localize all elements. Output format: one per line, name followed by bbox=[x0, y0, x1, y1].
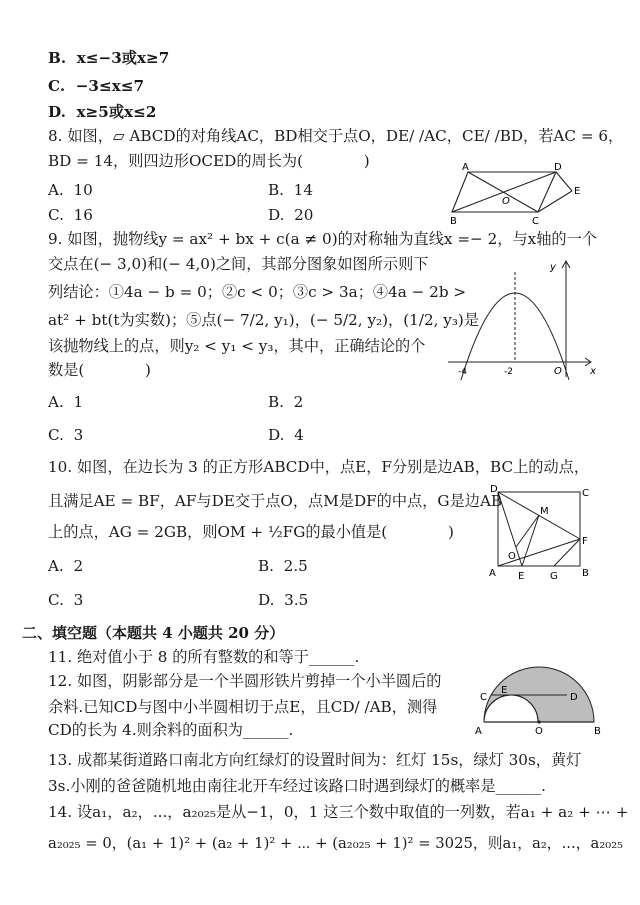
center-point-o bbox=[537, 720, 540, 723]
label-g: G bbox=[550, 571, 558, 582]
label-e: E bbox=[518, 571, 525, 582]
q10-line2: 且满足AE = BF，AF与DE交于点O，点M是DF的中点，G是边AB bbox=[48, 492, 503, 510]
q9-option-b: B. 2 bbox=[268, 393, 304, 411]
q10-square-figure bbox=[488, 484, 592, 582]
label-a: A bbox=[475, 726, 482, 736]
segment-em bbox=[522, 515, 539, 566]
q9-line5: 该抛物线上的点，则y₂ < y₁ < y₃，其中，正确结论的个 bbox=[48, 337, 426, 355]
q12-line1: 12. 如图，阴影部分是一个半圆形铁片剪掉一个小半圆后的 bbox=[48, 672, 442, 690]
label-b: B bbox=[594, 726, 601, 736]
label-o: O bbox=[502, 196, 510, 207]
q10-option-c: C. 3 bbox=[48, 591, 84, 609]
q10-option-d: D. 3.5 bbox=[258, 591, 309, 609]
q12-line2: 余料.已知CD与图中小半圆相切于点E，且CD/ /AB，测得 bbox=[48, 698, 438, 716]
q10-option-a: A. 2 bbox=[48, 557, 84, 575]
q14-line1: 14. 设a₁，a₂，...，a₂₀₂₅是从−1，0，1 这三个数中取值的一列数，若a₁ + a₂ + ⋯ + bbox=[48, 803, 629, 821]
q13-line2: 3s.小刚的爸爸随机地由南往北开车经过该路口时遇到绿灯的概率是______. bbox=[48, 777, 546, 795]
label-e: E bbox=[501, 685, 508, 696]
parabola-curve bbox=[461, 293, 569, 380]
label-o: O bbox=[508, 551, 516, 562]
q8-parallelogram-figure bbox=[450, 160, 590, 228]
label-d: D bbox=[490, 484, 498, 495]
q8-line2: BD = 14，则四边形OCED的周长为( ) bbox=[48, 152, 370, 170]
q8-option-d: D. 20 bbox=[268, 206, 314, 224]
q8-line1: 8. 如图，▱ ABCD的对角线AC，BD相交于点O，DE/ /AC，CE/ /BD，若AC = 6， bbox=[48, 127, 624, 145]
q8-option-b: B. 14 bbox=[268, 181, 313, 199]
option-b-prev: B. x≤−3或x≥7 bbox=[48, 49, 170, 67]
segment-de bbox=[556, 172, 572, 191]
label-y: y bbox=[550, 262, 556, 273]
q13-line1: 13. 成都某街道路口南北方向红绿灯的设置时间为：红灯 15s，绿灯 30s，黄灯 bbox=[48, 751, 582, 769]
q9-line6: 数是( ) bbox=[48, 361, 151, 379]
section-title-fill-in: 二、填空题（本题共 4 小题共 20 分） bbox=[22, 624, 285, 642]
label-c: C bbox=[480, 692, 487, 703]
label-d: D bbox=[554, 162, 562, 173]
label-b: B bbox=[450, 216, 457, 227]
q9-line4: at² + bt(t为实数)；⑤点(− 7/2, y₁)，(− 5/2, y₂)，(1/2, y₃)是 bbox=[48, 311, 480, 329]
q9-line3: 列结论：①4a − b = 0；②c < 0；③c > 3a；④4a − 2b > bbox=[48, 283, 467, 301]
q9-option-d: D. 4 bbox=[268, 426, 304, 444]
tick-minus-4: -4 bbox=[458, 367, 467, 377]
tick-minus-2: -2 bbox=[504, 367, 513, 377]
segment-om bbox=[516, 515, 539, 547]
label-c: C bbox=[532, 216, 539, 227]
q10-line3: 上的点，AG = 2GB，则OM + ½FG的最小值是( ) bbox=[48, 523, 454, 541]
option-d-prev: D. x≥5或x≤2 bbox=[48, 103, 157, 121]
label-b: B bbox=[582, 568, 589, 579]
label-a: A bbox=[462, 162, 469, 173]
label-x: x bbox=[590, 366, 596, 377]
q9-option-c: C. 3 bbox=[48, 426, 84, 444]
option-c-prev: C. −3≤x≤7 bbox=[48, 77, 145, 95]
q9-line2: 交点在(− 3,0)和(− 4,0)之间，其部分图象如图所示则下 bbox=[48, 255, 429, 273]
q8-option-c: C. 16 bbox=[48, 206, 93, 224]
q9-option-a: A. 1 bbox=[48, 393, 84, 411]
q9-parabola-figure bbox=[446, 258, 596, 380]
q9-line1: 9. 如图，抛物线y = ax² + bx + c(a ≠ 0)的对称轴为直线x =− 2，与x轴的一个 bbox=[48, 230, 597, 248]
label-origin: O bbox=[554, 366, 562, 377]
label-d: D bbox=[570, 692, 578, 703]
label-c: C bbox=[582, 488, 589, 499]
label-o: O bbox=[535, 726, 543, 736]
label-a: A bbox=[489, 568, 496, 579]
q10-option-b: B. 2.5 bbox=[258, 557, 308, 575]
q12-semicircle-figure bbox=[474, 662, 604, 736]
q10-line1: 10. 如图，在边长为 3 的正方形ABCD中，点E，F分别是边AB，BC上的动点， bbox=[48, 458, 590, 476]
q14-line2: a₂₀₂₅ = 0，(a₁ + 1)² + (a₂ + 1)² + ⋯ + (a₂₀₂₅ + 1)² = 3025，则a₁，a₂，...，a₂₀₂₅ bbox=[48, 835, 624, 852]
q8-option-a: A. 10 bbox=[48, 181, 93, 199]
q11-line1: 11. 绝对值小于 8 的所有整数的和等于______. bbox=[48, 648, 360, 666]
q12-line3: CD的长为 4.则余料的面积为______. bbox=[48, 721, 294, 739]
label-e: E bbox=[574, 186, 581, 197]
label-m: M bbox=[540, 506, 549, 517]
label-f: F bbox=[582, 536, 588, 547]
